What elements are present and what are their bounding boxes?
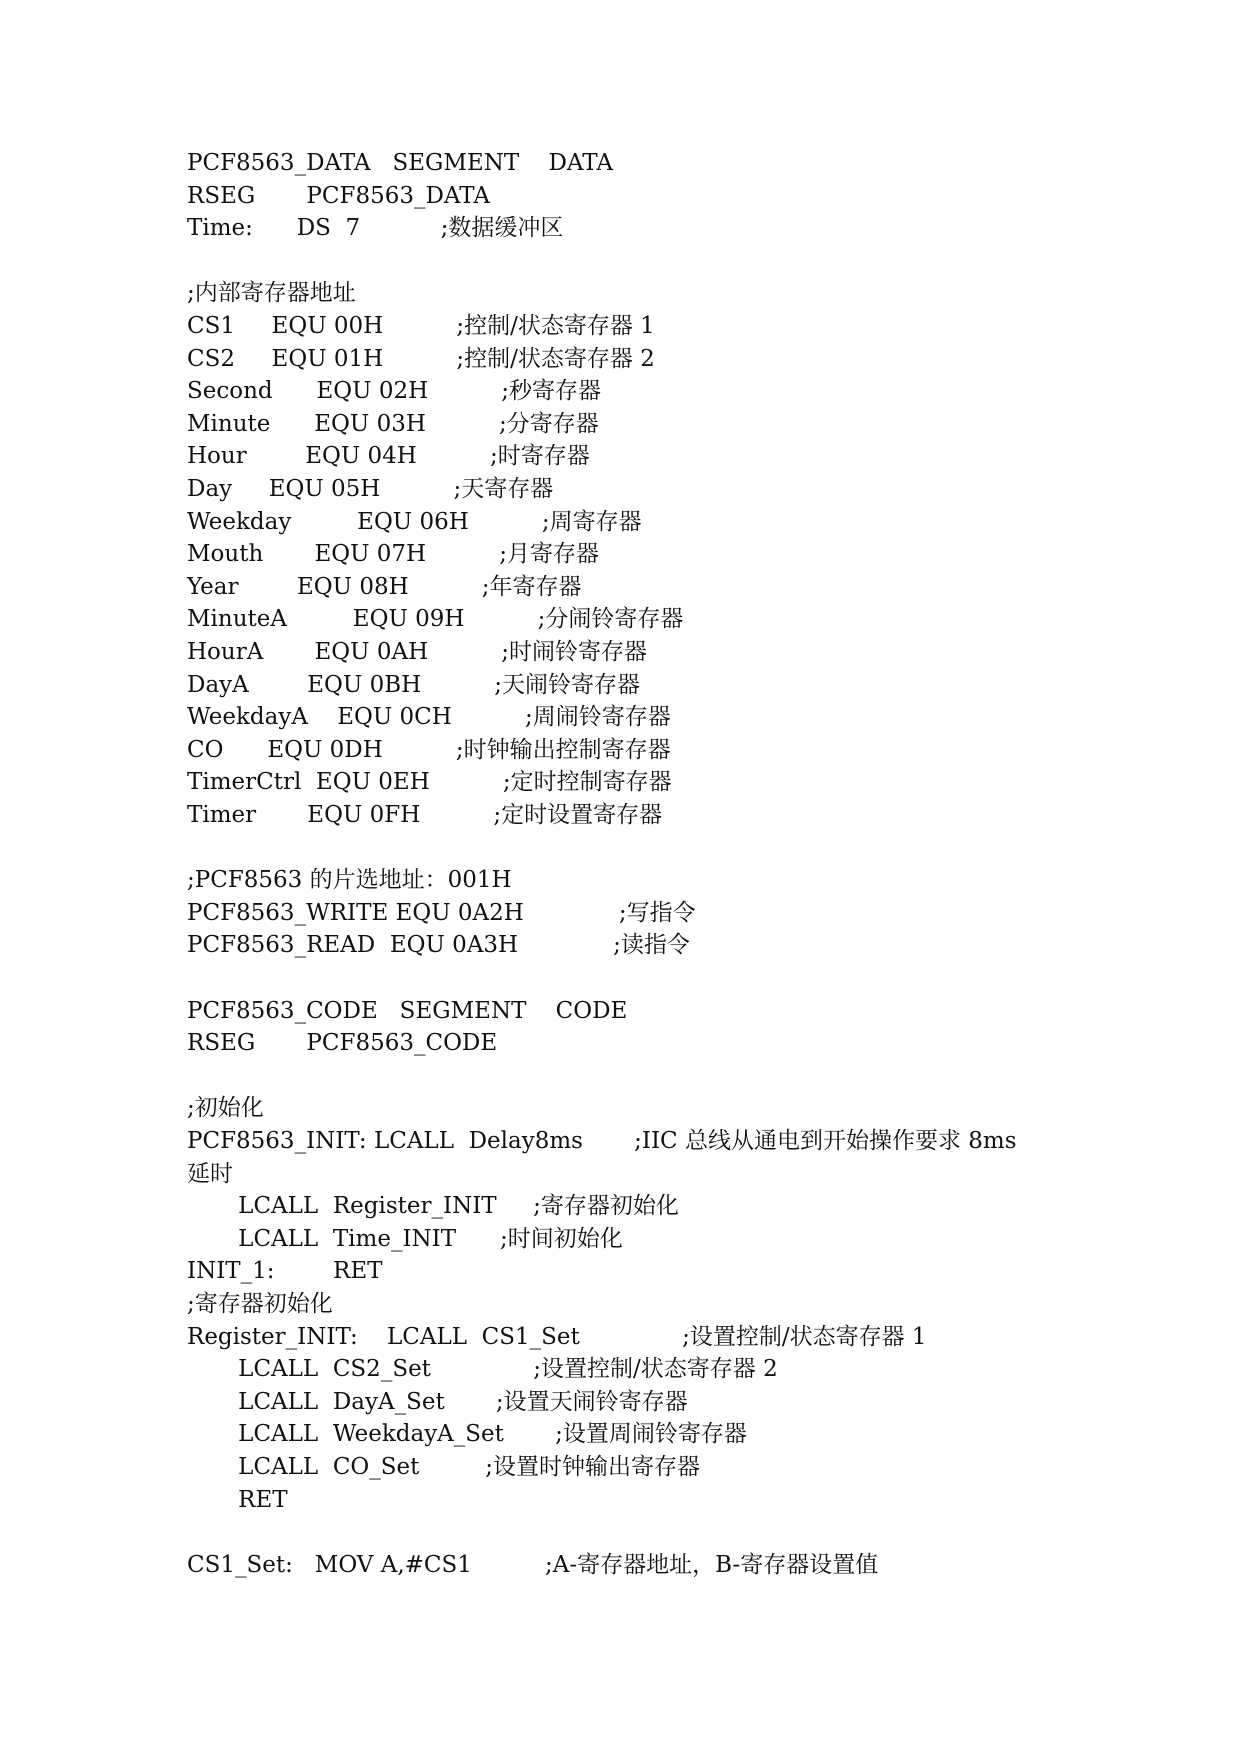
code-line: Day EQU 05H ;天寄存器 xyxy=(187,476,554,502)
code-line: LCALL CO_Set ;设置时钟输出寄存器 xyxy=(187,1454,700,1480)
code-line: Time: DS 7 ;数据缓冲区 xyxy=(187,215,564,241)
code-line: Hour EQU 04H ;时寄存器 xyxy=(187,443,590,469)
code-line: MinuteA EQU 09H ;分闹铃寄存器 xyxy=(187,606,684,632)
code-line: CS2 EQU 01H ;控制/状态寄存器 2 xyxy=(187,346,655,372)
code-line: ;PCF8563 的片选地址：001H xyxy=(187,867,512,893)
code-line: HourA EQU 0AH ;时闹铃寄存器 xyxy=(187,639,647,665)
code-line: DayA EQU 0BH ;天闹铃寄存器 xyxy=(187,672,641,698)
code-line: WeekdayA EQU 0CH ;周闹铃寄存器 xyxy=(187,704,671,730)
code-line: RSEG PCF8563_DATA xyxy=(187,183,490,209)
code-line: Weekday EQU 06H ;周寄存器 xyxy=(187,509,642,535)
code-line: LCALL WeekdayA_Set ;设置周闹铃寄存器 xyxy=(187,1421,747,1447)
code-line: TimerCtrl EQU 0EH ;定时控制寄存器 xyxy=(187,769,672,795)
code-line: PCF8563_WRITE EQU 0A2H ;写指令 xyxy=(187,900,696,926)
code-line: LCALL CS2_Set ;设置控制/状态寄存器 2 xyxy=(187,1356,778,1382)
code-line: Year EQU 08H ;年寄存器 xyxy=(187,574,582,600)
code-line: INIT_1: RET xyxy=(187,1258,383,1284)
code-line: CS1 EQU 00H ;控制/状态寄存器 1 xyxy=(187,313,655,339)
code-line: PCF8563_CODE SEGMENT CODE xyxy=(187,998,628,1024)
code-line: Timer EQU 0FH ;定时设置寄存器 xyxy=(187,802,663,828)
code-line: RSEG PCF8563_CODE xyxy=(187,1030,498,1056)
code-line: LCALL DayA_Set ;设置天闹铃寄存器 xyxy=(187,1389,688,1415)
code-line: Minute EQU 03H ;分寄存器 xyxy=(187,411,599,437)
code-line: Second EQU 02H ;秒寄存器 xyxy=(187,378,602,404)
code-line: ;寄存器初始化 xyxy=(187,1291,333,1317)
code-line: PCF8563_INIT: LCALL Delay8ms ;IIC 总线从通电到开始操作要求 8ms xyxy=(187,1128,1017,1154)
code-line: ;内部寄存器地址 xyxy=(187,280,356,306)
code-line: LCALL Register_INIT ;寄存器初始化 xyxy=(187,1193,679,1219)
code-line: CO EQU 0DH ;时钟输出控制寄存器 xyxy=(187,737,671,763)
code-line: Mouth EQU 07H ;月寄存器 xyxy=(187,541,599,567)
code-line: ;初始化 xyxy=(187,1095,264,1121)
code-line: RET xyxy=(187,1487,288,1513)
code-line: PCF8563_READ EQU 0A3H ;读指令 xyxy=(187,932,690,958)
code-line: Register_INIT: LCALL CS1_Set ;设置控制/状态寄存器 1 xyxy=(187,1324,927,1350)
code-line: PCF8563_DATA SEGMENT DATA xyxy=(187,150,613,176)
code-line: CS1_Set: MOV A,#CS1 ;A-寄存器地址，B-寄存器设置值 xyxy=(187,1552,879,1578)
code-line: 延时 xyxy=(187,1161,233,1187)
code-line: LCALL Time_INIT ;时间初始化 xyxy=(187,1226,623,1252)
